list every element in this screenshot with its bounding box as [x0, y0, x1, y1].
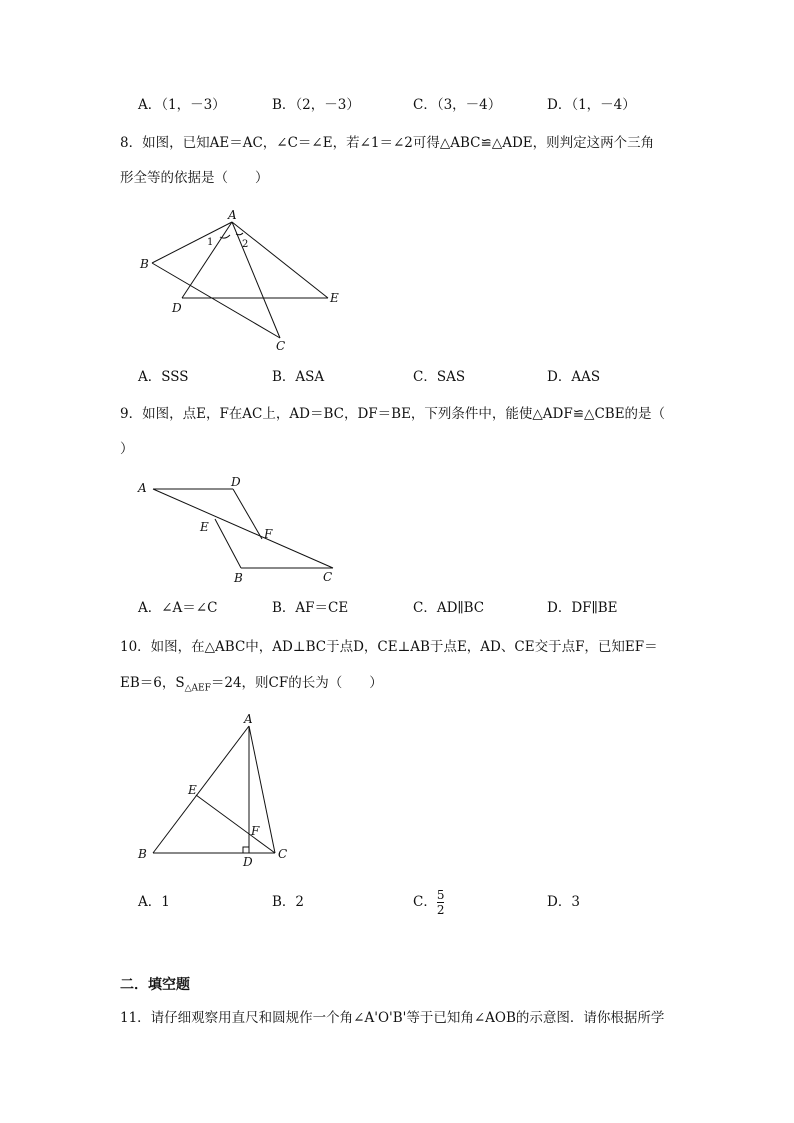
q10-label-b: B — [138, 847, 147, 861]
q9-figure — [130, 472, 350, 592]
q11-text-line1: 11．请仔细观察用直尺和圆规作一个角∠A'O'B'等于已知角∠AOB的示意图．请你根据所学 — [120, 1010, 665, 1026]
q10-option-c-denominator: 2 — [436, 903, 445, 917]
q9-option-d: D．DF∥BE — [547, 600, 618, 616]
section-2-title: 二．填空题 — [120, 977, 190, 993]
q9-label-e: E — [200, 520, 209, 534]
q9-label-b: B — [234, 571, 243, 585]
q10-label-f: F — [251, 824, 260, 838]
q8-figure — [130, 202, 360, 352]
q7-option-b: B．（2，－3） — [272, 97, 360, 113]
q10-label-c: C — [278, 847, 288, 861]
q10-label-a: A — [244, 712, 253, 726]
q8-option-a: A．SSS — [138, 369, 189, 385]
q7-option-c: C．（3，－4） — [413, 97, 502, 113]
q10-option-a: A．1 — [138, 894, 170, 910]
q8-text-line2: 形全等的依据是（ ） — [120, 170, 269, 186]
q8-label-c: C — [276, 339, 286, 352]
q10-option-c — [413, 886, 444, 918]
q9-text-line1: 9．如图，点E，F在AC上，AD＝BC，DF＝BE，下列条件中，能使△ADF≌△CBE的是（ — [120, 406, 666, 422]
q9-option-c: C．AD∥BC — [413, 600, 485, 616]
q8-label-1: 1 — [207, 237, 214, 248]
q10-option-c-numerator: 5 — [436, 888, 445, 902]
q8-text-line1: 8．如图，已知AE＝AC，∠C＝∠E，若∠1＝∠2可得△ABC≌△ADE，则判定这两个三角 — [120, 135, 655, 151]
q9-label-a: A — [138, 481, 147, 495]
q10-text-line2-pre: EB＝6，S — [120, 675, 185, 691]
q10-label-e: E — [188, 783, 197, 797]
q8-label-a: A — [228, 208, 237, 222]
q8-label-2: 2 — [242, 239, 249, 250]
q10-figure — [130, 707, 300, 872]
q9-option-b: B．AF＝CE — [272, 600, 349, 616]
q9-text-line2: ） — [120, 441, 134, 457]
q10-option-c-fraction — [437, 888, 445, 917]
q9-label-c: C — [323, 570, 333, 584]
q8-label-e: E — [330, 291, 339, 305]
q10-text-line2 — [120, 673, 383, 699]
q7-option-d: D．（1，－4） — [547, 97, 636, 113]
q10-option-d: D．3 — [547, 894, 580, 910]
q8-label-d: D — [172, 301, 182, 315]
q10-option-c-label: C． — [413, 894, 437, 910]
q9-label-f: F — [264, 527, 273, 541]
q8-option-d: D．AAS — [547, 369, 601, 385]
q8-label-b: B — [140, 257, 149, 271]
q8-option-c: C．SAS — [413, 369, 466, 385]
q9-label-d: D — [231, 475, 241, 489]
q7-option-a: A．（1，－3） — [138, 97, 226, 113]
q9-option-a: A．∠A＝∠C — [138, 600, 218, 616]
q10-option-b: B．2 — [272, 894, 305, 910]
q10-area-subscript: △AEF — [184, 683, 211, 694]
q10-label-d: D — [243, 855, 253, 869]
q10-text-line2-post: ＝24，则CF的长为（ ） — [210, 675, 383, 691]
q10-text-line1: 10．如图，在△ABC中，AD⊥BC于点D，CE⊥AB于点E，AD、CE交于点F，已知EF＝ — [120, 639, 658, 655]
q8-option-b: B．ASA — [272, 369, 325, 385]
